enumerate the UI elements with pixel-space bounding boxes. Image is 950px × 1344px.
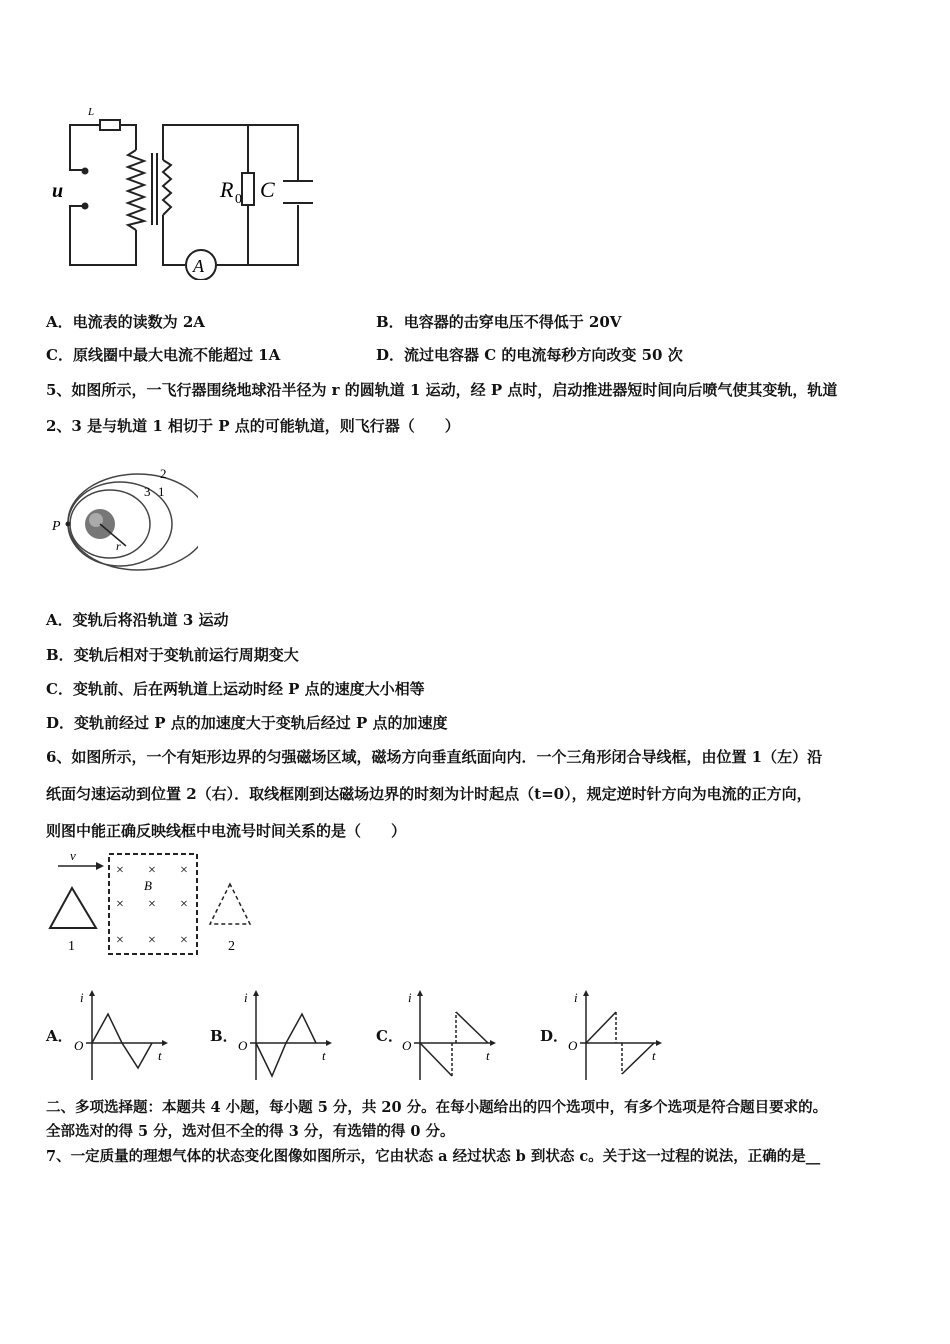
point-p-label: P <box>52 519 61 534</box>
option-text: 变轨前经过 P 点的加速度大于变轨后经过 P 点的加速度 <box>74 714 448 732</box>
orbit-figure <box>48 462 198 577</box>
q5-option-d[interactable] <box>46 713 447 733</box>
q6-graph-b[interactable] <box>236 988 336 1084</box>
resistor-label: R <box>220 177 234 202</box>
q6-option-d-letter[interactable]: D． <box>540 1027 569 1045</box>
q4-option-b[interactable] <box>376 312 621 332</box>
option-text: 原线圈中最大电流不能超过 1A <box>72 346 281 364</box>
velocity-label: v <box>70 848 76 863</box>
origin-label: O <box>402 1038 412 1053</box>
position-1-label: 1 <box>68 939 75 954</box>
radius-label: r <box>116 539 121 553</box>
q6-stem-line2: 纸面匀速运动到位置 2（右）．取线框刚到达磁场边界的时刻为计时起点（t=0），规定逆时针方向为电流的正方向， <box>46 785 812 803</box>
option-text: 电流表的读数为 2A <box>72 313 205 331</box>
t-axis-label: t <box>322 1048 326 1063</box>
q6-option-a-letter[interactable]: A． <box>46 1027 73 1045</box>
option-letter: D． <box>376 346 405 364</box>
cross-mark: × <box>116 933 124 948</box>
magnetic-field-figure <box>44 848 254 960</box>
option-letter: B． <box>46 646 74 664</box>
cross-mark: × <box>148 863 156 878</box>
origin-label: O <box>74 1038 84 1053</box>
q4-option-a[interactable] <box>46 312 205 332</box>
option-text: 电容器的击穿电压不得低于 20V <box>403 313 622 331</box>
orbit-3-label: 3 <box>144 484 151 499</box>
option-letter: A． <box>46 313 73 331</box>
q6-stem-line3: 则图中能正确反映线框中电流号时间关系的是（ ） <box>46 822 407 840</box>
option-text: 流过电容器 C 的电流每秒方向改变 50 次 <box>404 346 683 364</box>
option-letter: D． <box>46 714 75 732</box>
q5-stem-line2: 2、3 是与轨道 1 相切于 P 点的可能轨道，则飞行器（ ） <box>46 417 460 435</box>
orbit-1-label: 1 <box>158 484 165 499</box>
q6-option-c-letter[interactable]: C． <box>376 1027 403 1045</box>
t-axis-label: t <box>652 1048 656 1063</box>
field-crosses <box>116 863 188 948</box>
t-axis-label: t <box>158 1048 162 1063</box>
option-letter: C． <box>46 346 73 364</box>
i-axis-label: i <box>574 990 578 1005</box>
cross-mark: × <box>180 933 188 948</box>
q5-option-b[interactable] <box>46 645 299 665</box>
option-text: 变轨后将沿轨道 3 运动 <box>72 611 229 629</box>
capacitor-label: C <box>260 177 275 202</box>
q4-option-c[interactable] <box>46 345 280 365</box>
orbit-2-label: 2 <box>160 466 167 481</box>
cross-mark: × <box>148 897 156 912</box>
option-letter: C． <box>46 680 73 698</box>
cross-mark: × <box>148 933 156 948</box>
section2-header-line2: 全部选对的得 5 分，选对但不全的得 3 分，有选错的得 0 分。 <box>46 1123 455 1140</box>
transformer-circuit-figure <box>40 105 320 280</box>
q6-graph-c[interactable] <box>400 988 500 1084</box>
cross-mark: × <box>116 863 124 878</box>
fuse-label: L <box>88 106 95 118</box>
q6-graph-d[interactable] <box>566 988 666 1084</box>
i-axis-label: i <box>80 990 84 1005</box>
q6-option-b-letter[interactable]: B． <box>210 1027 238 1045</box>
q6-graph-a[interactable] <box>72 988 172 1084</box>
section2-header-line1: 二、多项选择题：本题共 4 小题，每小题 5 分，共 20 分。在每小题给出的四个选项中，有多个选项是符合题目要求的。 <box>46 1099 828 1116</box>
i-axis-label: i <box>408 990 412 1005</box>
option-letter: A． <box>46 611 73 629</box>
t-axis-label: t <box>486 1048 490 1063</box>
voltage-label: u <box>52 180 64 202</box>
ammeter-label: A <box>193 256 204 276</box>
q5-stem-line1: 5、如图所示，一飞行器围绕地球沿半径为 r 的圆轨道 1 运动，经 P 点时，启动推进器短时间向后喷气使其变轨，轨道 <box>46 381 838 399</box>
option-letter: B． <box>376 313 404 331</box>
i-axis-label: i <box>244 990 248 1005</box>
q5-option-a[interactable] <box>46 610 229 630</box>
position-2-label: 2 <box>228 939 235 954</box>
cross-mark: × <box>180 863 188 878</box>
q7-stem: 7、一定质量的理想气体的状态变化图像如图所示，它由状态 a 经过状态 b 到状态 c。关于这一过程的说法，正确的是__ <box>46 1148 821 1165</box>
q5-option-c[interactable] <box>46 679 425 699</box>
cross-mark: × <box>116 897 124 912</box>
q6-stem-line1: 6、如图所示，一个有矩形边界的匀强磁场区域，磁场方向垂直纸面向内．一个三角形闭合导线框，由位置 1（左）沿 <box>46 748 823 766</box>
resistor-subscript: 0 <box>235 192 242 207</box>
option-text: 变轨前、后在两轨道上运动时经 P 点的速度大小相等 <box>72 680 425 698</box>
cross-mark: × <box>180 897 188 912</box>
q4-option-d[interactable] <box>376 345 683 365</box>
origin-label: O <box>238 1038 248 1053</box>
option-text: 变轨后相对于变轨前运行周期变大 <box>73 646 299 664</box>
field-label: B <box>144 878 152 893</box>
origin-label: O <box>568 1038 578 1053</box>
